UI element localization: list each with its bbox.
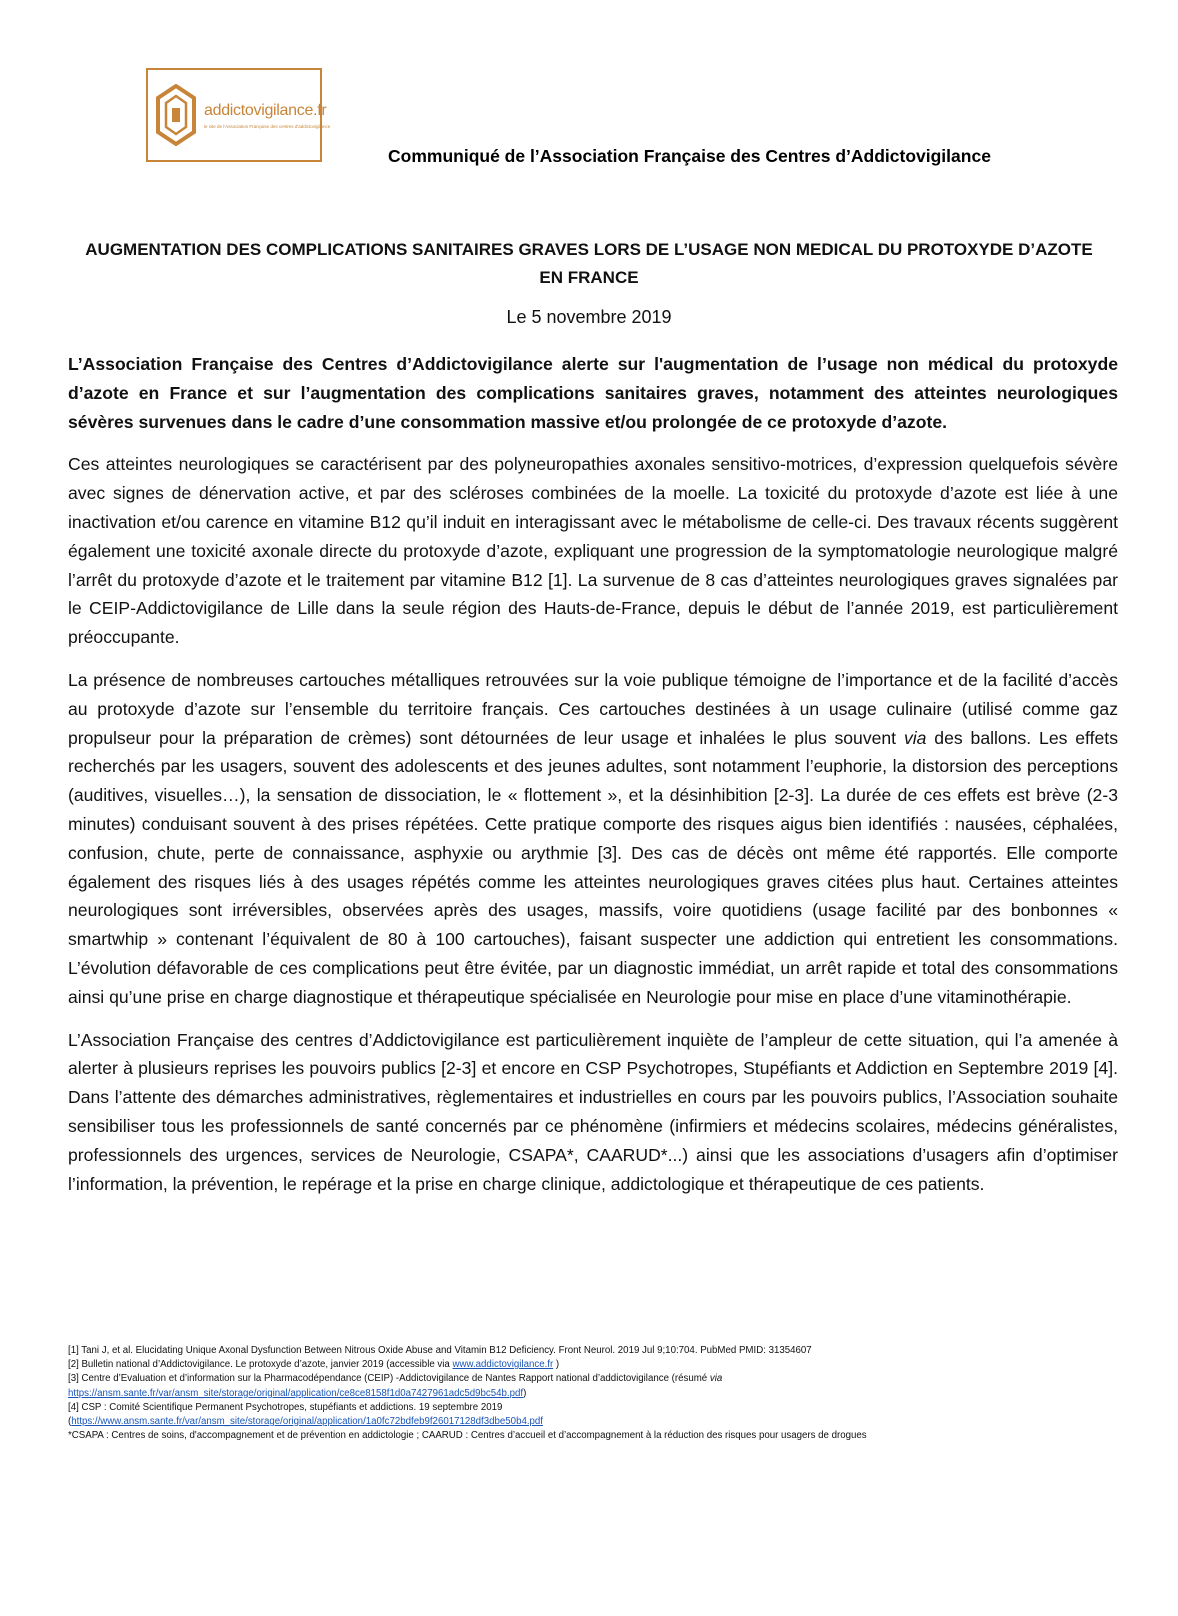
paragraph-1: Ces atteintes neurologiques se caractérisent par des polyneuropathies axonales sensitivo-motrices, d’expression quelquefois sévère avec signes de dénervation active, et par des scléroses combinées de la moelle. La toxicité du protoxyde d’azote est liée à une inactivation et/ou carence en vitamine B12 qu’il induit en interagissant avec le métabolisme de celle-ci. Des travaux récents suggèrent également une toxicité axonale directe du protoxyde d’azote, expliquant une progression de la symptomatologie neurologique malgré l’arrêt du protoxyde d’azote et le traitement par vitamine B12 [1]. La survenue de 8 cas d’atteintes neurologiques graves signalées par le CEIP-Addictovigilance de Lille dans la seule région des Hauts-de-France, depuis le début de l’année 2019, est particulièrement préoccupante. [68,454,1118,648]
reference-3-italic: via [709,1373,723,1385]
reference-3-link[interactable]: https://ansm.sante.fr/var/ansm_site/storage/original/application/ce8ce8158f1d0a7427961adc5d9bc54b.pdf [68,1387,524,1399]
paragraph-2 [68,666,1118,1012]
reference-3 [68,1372,1128,1386]
reference-4-link[interactable]: https://www.ansm.sante.fr/var/ansm_site/storage/original/application/1a0fc72bdfeb9f26017128df3dbe50b4.pdf [71,1416,544,1428]
reference-4-open: ( [68,1416,72,1428]
paragraph-2-part-1: La présence de nombreuses cartouches métalliques retrouvées sur la voie publique témoigne de l’importance et de la facilité d’accès au protoxyde d’azote sur l’ensemble du territoire français. Ces cartouches destinées à un usage culinaire (utilisé comme gaz propulseur pour la préparation de crèmes) sont détournées de leur usage et inhalées le plus souvent [68,669,1118,748]
reference-3-line-2 [68,1387,1128,1401]
logo-name: addictovigilance.fr [204,102,327,119]
abbreviation-note: *CSAPA : Centres de soins, d'accompagnement et de prévention en addictologie ; CAARUD : Centres d’accueil et d’accompagnement à la réduction des risques pour usagers de drogues [68,1430,867,1442]
reference-2 [68,1358,1128,1372]
paragraph-2-italic: via [903,727,927,748]
reference-4: [4] CSP : Comité Scientifique Permanent Psychotropes, stupéfiants et addictions. 19 septembre 2019 [68,1401,503,1413]
reference-2-text: [2] Bulletin national d’Addictovigilance. Le protoxyde d’azote, janvier 2019 (accessible via [68,1359,453,1371]
reference-2-end: ) [553,1359,560,1371]
logo-hexagon-icon [156,84,196,146]
reference-4-line-2 [68,1415,1128,1429]
document-date: Le 5 novembre 2019 [506,307,672,327]
reference-2-link[interactable]: www.addictovigilance.fr [452,1359,554,1371]
communique-header: Communiqué de l’Association Française des Centres d’Addictovigilance [388,146,991,166]
paragraph-2-part-2: des ballons. Les effets recherchés par les usagers, souvent des adolescents et des jeunes adultes, sont notamment l’euphorie, la distorsion des perceptions (auditives, visuelles…), la sensation de dissociation, le « flottement », et la désinhibition [2-3]. La durée de ces effets est brève (2-3 minutes) conduisant souvent à des prises répétées. Cette pratique comporte des risques aigus bien identifiés : nausées, céphalées, confusion, chute, perte de connaissance, asphyxie ou arythmie [3]. Des cas de décès ont même été rapportés. Elle comporte également des risques liés à des usages répétés comme les atteintes neurologiques graves citées plus haut. Certaines atteintes neurologiques sont irréversibles, observées après des usages, massifs, voire quotidiens (usage facilité par des bonbonnes « smartwhip » contenant l’équivalent de 80 à 100 cartouches), faisant suspecter une addiction qui entretient les consommations. L’évolution défavorable de ces complications peut être évitée, par un diagnostic immédiat, un arrêt rapide et total des consommations ainsi qu’une prise en charge diagnostique et thérapeutique spécialisée en Neurologie pour mise en place d’une vitaminothérapie. [68,727,1118,1007]
reference-1: [1] Tani J, et al. Elucidating Unique Axonal Dysfunction Between Nitrous Oxide Abuse and Vitamin B12 Deficiency. Front Neurol. 2019 Jul 9;10:704. PubMed PMID: 31354607 [68,1345,812,1356]
reference-3-text: [3] Centre d’Evaluation et d’information sur la Pharmacodépendance (CEIP) -Addictovigilance de Nantes Rapport national d’addictovigilance (résumé [68,1373,710,1385]
references [68,1344,1128,1443]
lead-paragraph: L’Association Française des Centres d’Addictovigilance alerte sur l'augmentation de l’usage non médical du protoxyde d’azote en France et sur l’augmentation des complications sanitaires graves, notamment des atteintes neurologiques sévères survenues dans le cadre d’une consommation massive et/ou prolongée de ce protoxyde d’azote. [68,354,1118,432]
document-title: AUGMENTATION DES COMPLICATIONS SANITAIRES GRAVES LORS DE L’USAGE NON MEDICAL DU PROTOXYDE D’AZOTE EN FRANCE [85,240,1093,287]
reference-3-end: ) [523,1387,527,1399]
logo-tagline: le site de l'Association Française des centres d'addictovigilance [204,124,331,129]
paragraph-3: L’Association Française des centres d’Addictovigilance est particulièrement inquiète de l’ampleur de cette situation, qui l’a amenée à alerter à plusieurs reprises les pouvoirs publics [2-3] et encore en CSP Psychotropes, Stupéfiants et Addiction en Septembre 2019 [4]. Dans l’attente des démarches administratives, règlementaires et industrielles en cours par les pouvoirs publics, l’Association souhaite sensibiliser tous les professionnels de santé concernés par ce phénomène (infirmiers et médecins scolaires, médecins généralistes, professionnels des urgences, services de Neurologie, CSAPA*, CAARUD*...) ainsi que les associations d’usagers afin d’optimiser l’information, la prévention, le repérage et la prise en charge clinique, addictologique et thérapeutique de ces patients. [68,1029,1118,1194]
main-body [68,350,1118,1212]
logo [146,68,331,162]
